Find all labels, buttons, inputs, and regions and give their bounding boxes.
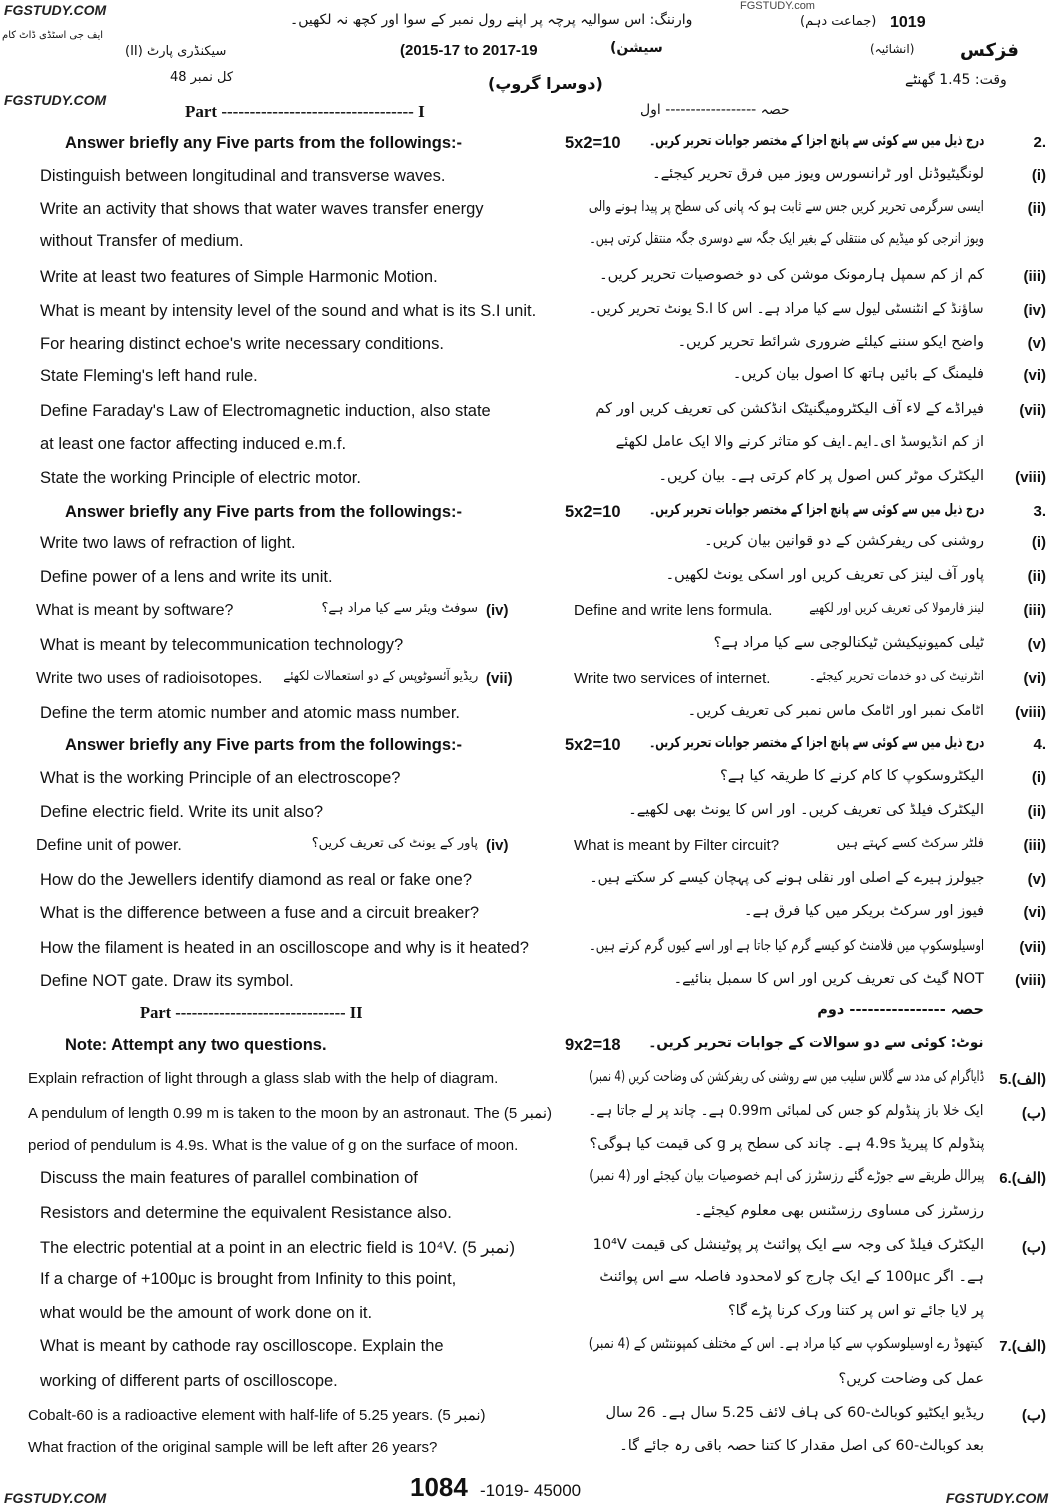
question-text-en: What is meant by software? <box>36 602 234 619</box>
question-text-ur: بعد کوبالٹ-60 کی اصل مقدار کا کتنا حصہ باقی رہ جائے گا۔ <box>619 1438 984 1454</box>
question-text-ur: ٹیلی کمیونیکیشن ٹیکنالوجی سے کیا مراد ہے؟ <box>713 635 984 651</box>
question-row <box>0 465 1050 495</box>
question-row <box>0 1402 1050 1432</box>
question-row <box>0 765 1050 795</box>
question-text-en: Write an activity that shows that water waves transfer energy <box>40 200 484 218</box>
watermark: FGSTUDY.COM <box>4 2 107 18</box>
question-row <box>0 331 1050 361</box>
question-number: (viii) <box>1015 972 1046 989</box>
question-text-en: Resistors and determine the equivalent Resistance also. <box>40 1204 452 1222</box>
part-heading <box>0 999 1050 1029</box>
question-text-en: Write two services of internet. <box>574 670 771 687</box>
question-text-en: What is meant by cathode ray oscilloscope. Explain the <box>40 1337 444 1355</box>
question-number: 4. <box>1033 736 1046 753</box>
paper-type: (انشائیہ) <box>870 42 915 56</box>
question-text-ur: روشنی کی ریفرکشن کے دو قوانین بیان کریں۔ <box>704 533 984 549</box>
question-row <box>0 431 1050 461</box>
section-instruction <box>0 130 1050 160</box>
question-text-ur: لینز فارمولا کی تعریف کریں اور لکھیے <box>808 601 984 616</box>
question-text-en: If a charge of +100μc is brought from Infinity to this point, <box>40 1270 457 1288</box>
total-marks: کل نمبر 48 <box>170 70 234 85</box>
question-text-en: State Fleming's left hand rule. <box>40 367 258 385</box>
question-text-ur: پیرالل طریقے سے جوڑے گئے رزسٹرز کی اہم خصوصیات بیان کیجئے اور (4 نمبر) <box>588 1168 984 1184</box>
question-row <box>0 598 1050 628</box>
question-text-ur: فلٹر سرکٹ کسے کہتے ہیں <box>836 836 984 851</box>
question-number: (ii) <box>1027 568 1046 585</box>
class-label: (جماعت دہم) <box>800 14 877 29</box>
secondary-part: سیکنڈری پارٹ (II) <box>125 44 227 59</box>
question-number: (v) <box>1027 871 1046 888</box>
question-number: (ب) <box>1021 1239 1046 1256</box>
question-row <box>0 1300 1050 1330</box>
question-text-ur: واضح ایکو سننے کیلئے ضروری شرائط تحریر کریں۔ <box>677 334 984 350</box>
question-number: (iii) <box>1023 268 1046 285</box>
question-number: (ب) <box>1021 1407 1046 1424</box>
question-text-en: working of different parts of oscilloscope. <box>40 1372 338 1390</box>
question-text-ur: درج ذیل میں سے کوئی سے پانچ اجزا کے مختصر جوابات تحریر کریں۔ <box>648 735 984 751</box>
question-text-ur: اٹامک نمبر اور اٹامک ماس نمبر کی تعریف کریں۔ <box>687 703 984 719</box>
question-row <box>0 1165 1050 1195</box>
question-row <box>0 666 1050 696</box>
question-row <box>0 298 1050 328</box>
footer-code: -1019- 45000 <box>480 1481 582 1500</box>
marks-label: 5x2=10 <box>565 134 621 152</box>
question-text-en: Define unit of power. <box>36 837 182 854</box>
question-text-en: Define electric field. Write its unit also? <box>40 803 324 821</box>
question-number: 3. <box>1033 503 1046 520</box>
question-text-en: Write two uses of radioisotopes. <box>36 670 263 687</box>
question-row <box>0 900 1050 930</box>
question-text-ur: از کم انڈیوسڈ ای۔ایم۔ایف کو متاثر کرنے والا ایک عامل لکھئے <box>615 434 984 450</box>
time-allowed: وقت: 1.45 گھنٹے <box>905 72 1007 88</box>
session-years: (2015-17 to 2017-19 <box>400 42 538 59</box>
question-row <box>0 1066 1050 1096</box>
question-number: (viii) <box>1015 704 1046 721</box>
question-text-ur: فلیمنگ کے بائیں ہاتھ کا اصول بیان کریں۔ <box>732 366 984 382</box>
question-text-ur: نوٹ: کوئی سے دو سوالات کے جوابات تحریر کریں۔ <box>648 1035 984 1051</box>
question-text-ur: کم از کم سمپل ہارمونک موشن کی دو خصوصیات تحریر کریں۔ <box>599 267 984 283</box>
question-number: (ii) <box>1027 803 1046 820</box>
subject-title: فزکس <box>960 40 1019 61</box>
question-text-ur: درج ذیل میں سے کوئی سے پانچ اجزا کے مختصر جوابات تحریر کریں۔ <box>648 133 984 149</box>
question-row <box>0 363 1050 393</box>
question-number: (i) <box>1031 534 1046 551</box>
question-row <box>0 530 1050 560</box>
question-number: 5.(الف) <box>999 1071 1046 1088</box>
question-text-en: at least one factor affecting induced e.m.f. <box>40 435 347 453</box>
marks-label: 5x2=10 <box>565 503 621 521</box>
question-text-ur: سوفٹ ویئر سے کیا مراد ہے؟ <box>321 601 478 616</box>
question-text-ur: ریڈیو آئسوٹوپس کے دو استعمالات لکھئے <box>283 669 478 684</box>
question-row <box>0 1234 1050 1264</box>
question-text-ur: فیوز اور سرکٹ بریکر میں کیا فرق ہے۔ <box>743 903 984 919</box>
question-text-en: What is the working Principle of an electroscope? <box>40 769 401 787</box>
question-text-ur: ویوز انرجی کو میڈیم کی منتقلی کے بغیر ایک جگہ سے دوسری جگہ منتقل کرتی ہیں۔ <box>589 231 984 247</box>
question-text-en: What fraction of the original sample will be left after 26 years? <box>28 1439 438 1456</box>
question-number: 6.(الف) <box>999 1170 1046 1187</box>
question-text-en: Write two laws of refraction of light. <box>40 534 296 552</box>
question-text-en: period of pendulum is 4.9s. What is the value of g on the surface of moon. <box>28 1137 519 1154</box>
question-row <box>0 968 1050 998</box>
question-text-en: Part ------------------------------- II <box>140 1003 363 1022</box>
question-text-ur: حصہ ---------------- دوم <box>817 1002 984 1018</box>
question-text-en: For hearing distinct echoe's write necessary conditions. <box>40 335 444 353</box>
question-text-ur: فیراڈے کے لاء آف الیکٹرومیگنیٹک انڈکشن کی تعریف کریں اور کم <box>595 401 984 417</box>
question-row <box>0 196 1050 226</box>
question-number: (vii) <box>1019 402 1046 419</box>
question-row <box>0 163 1050 193</box>
question-text-ur: الیکٹرک موٹر کس اصول پر کام کرتی ہے۔ بیان کریں۔ <box>658 468 984 484</box>
question-row <box>0 833 1050 863</box>
question-text-en: Define Faraday's Law of Electromagnetic induction, also state <box>40 402 491 420</box>
question-number: (iv) <box>486 837 509 854</box>
question-number: (vii) <box>486 670 513 687</box>
question-text-ur: پاور آف لینز کی تعریف کریں اور اسکی یونٹ لکھیں۔ <box>665 567 984 583</box>
question-text-en: Write at least two features of Simple Harmonic Motion. <box>40 268 438 286</box>
question-text-en: Distinguish between longitudinal and transverse waves. <box>40 167 446 185</box>
question-text-en: Explain refraction of light through a glass slab with the help of diagram. <box>28 1070 499 1087</box>
question-text-en: Define the term atomic number and atomic mass number. <box>40 704 461 722</box>
question-text-en: Define and write lens formula. <box>574 602 773 619</box>
question-text-ur: ہے۔ اگر 100μc کے ایک چارج کو لامحدود فاصلہ سے اس پوائنٹ <box>599 1269 984 1285</box>
warning-note: وارننگ: اس سوالیہ پرچہ پر اپنے رول نمبر کے سوا اور کچھ نہ لکھیں۔ <box>290 12 693 28</box>
question-row <box>0 1100 1050 1130</box>
question-number: (v) <box>1027 335 1046 352</box>
question-row <box>0 1368 1050 1398</box>
question-row <box>0 1435 1050 1465</box>
section-instruction <box>0 1032 1050 1062</box>
question-number: (vi) <box>1023 367 1046 384</box>
question-text-en: Define power of a lens and write its unit. <box>40 568 333 586</box>
question-number: (vi) <box>1023 904 1046 921</box>
question-text-ur: جیولرز ہیرے کے اصلی اور نقلی ہونے کی پہچان کیسے کر سکتے ہیں۔ <box>589 870 984 886</box>
question-number: (vii) <box>1019 939 1046 956</box>
question-text-en: Answer briefly any Five parts from the followings:- <box>65 134 462 152</box>
marks-label: 5x2=10 <box>565 736 621 754</box>
question-row <box>0 867 1050 897</box>
question-text-en: A pendulum of length 0.99 m is taken to the moon by an astronaut. The (5 نمبر) <box>28 1105 553 1122</box>
question-number: 7.(الف) <box>999 1338 1046 1355</box>
question-row <box>0 1200 1050 1230</box>
question-number: (vi) <box>1023 670 1046 687</box>
question-number: (i) <box>1031 167 1046 184</box>
footer-code-big: 1084 <box>410 1472 468 1502</box>
question-text-ur: کیتھوڈ رے اوسیلوسکوپ سے کیا مراد ہے۔ اس کے مختلف کمپوننٹس کے (4 نمبر) <box>589 1336 984 1352</box>
question-number: (ii) <box>1027 200 1046 217</box>
question-text-ur: ایک خلا باز پنڈولم کو جس کی لمبائی 0.99m ہے۔ چاند پر لے جاتا ہے۔ <box>588 1103 984 1119</box>
question-text-en: Answer briefly any Five parts from the followings:- <box>65 736 462 754</box>
question-number: (viii) <box>1015 469 1046 486</box>
question-number: (v) <box>1027 636 1046 653</box>
question-text-en: Cobalt-60 is a radioactive element with half-life of 5.25 years. (5 نمبر) <box>28 1407 486 1424</box>
question-text-ur: پر لایا جائے تو اس پر کتنا ورک کرنا پڑے گا؟ <box>727 1303 984 1319</box>
section-instruction <box>0 499 1050 529</box>
question-row <box>0 700 1050 730</box>
watermark: FGSTUDY.COM <box>4 92 107 108</box>
watermark: FGSTUDY.COM <box>945 1490 1048 1506</box>
question-number: 2. <box>1033 134 1046 151</box>
question-text-en: What is meant by intensity level of the sound and what is its S.I unit. <box>40 302 537 320</box>
question-row <box>0 398 1050 428</box>
question-text-en: The electric potential at a point in an electric field is 10⁴V. (5 نمبر) <box>40 1239 515 1257</box>
question-text-en: What is meant by telecommunication technology? <box>40 636 404 654</box>
marks-label: 9x2=18 <box>565 1036 621 1054</box>
question-row <box>0 799 1050 829</box>
question-text-ur: اوسیلوسکوپ میں فلامنٹ کو کیسے گرم کیا جاتا ہے اور اسے کیوں گرم کرتے ہیں۔ <box>588 938 984 954</box>
question-text-ur: پاور کے یونٹ کی تعریف کریں؟ <box>311 836 478 851</box>
question-text-ur: NOT گیٹ کی تعریف کریں اور اس کا سمبل بنائیے۔ <box>673 971 984 987</box>
group-label: (دوسرا گروپ) <box>488 74 603 93</box>
question-text-en: Note: Attempt any two questions. <box>65 1036 327 1054</box>
question-text-ur: ساؤنڈ کے انٹنسٹی لیول سے کیا مراد ہے۔ اس کا S.I یونٹ تحریر کریں۔ <box>589 301 984 317</box>
watermark: FGSTUDY.COM <box>4 1490 107 1506</box>
question-text-ur: ریڈیو ایکٹیو کوبالٹ-60 کی ہاف لائف 5.25 سال ہے۔ 26 سال <box>605 1405 984 1421</box>
question-text-en: What is the difference between a fuse and a circuit breaker? <box>40 904 480 922</box>
question-row <box>0 1333 1050 1363</box>
question-text-en: What is meant by Filter circuit? <box>574 837 780 854</box>
question-text-en: State the working Principle of electric motor. <box>40 469 361 487</box>
urdu-site-watermark: ایف جی اسٹڈی ڈاٹ کام <box>2 30 104 41</box>
question-text-en: without Transfer of medium. <box>40 232 244 250</box>
question-text-ur: ڈایاگرام کی مدد سے گلاس سلیب میں سے روشنی کی ریفرکشن کی وضاحت کریں (4 نمبر) <box>588 1069 984 1085</box>
question-row <box>0 935 1050 965</box>
session-label: سیشن) <box>610 40 663 56</box>
question-row <box>0 1266 1050 1296</box>
question-text-ur: رزسٹرز کی مساوی رزسٹنس بھی معلوم کیجئے۔ <box>694 1203 984 1219</box>
question-text-ur: پنڈولم کا پیریڈ 4.9s ہے۔ چاند کی سطح پر g کی قیمت کیا ہوگی؟ <box>589 1136 984 1152</box>
question-text-ur: الیکٹرک فیلڈ کی تعریف کریں۔ اور اس کا یونٹ بھی لکھیے۔ <box>628 802 984 818</box>
question-text-en: Define NOT gate. Draw its symbol. <box>40 972 294 990</box>
question-row <box>0 264 1050 294</box>
question-text-ur: الیکٹروسکوپ کا کام کرنے کا طریقہ کیا ہے؟ <box>720 768 984 784</box>
question-row <box>0 1133 1050 1163</box>
question-number: (iv) <box>486 602 509 619</box>
question-number: (iii) <box>1023 837 1046 854</box>
question-row <box>0 564 1050 594</box>
question-number: (iv) <box>1023 302 1046 319</box>
question-number: (i) <box>1031 769 1046 786</box>
watermark: FGSTUDY.com <box>740 0 815 12</box>
paper-code: 1019 <box>890 14 926 31</box>
question-row <box>0 228 1050 258</box>
question-text-en: what would be the amount of work done on it. <box>40 1304 373 1322</box>
question-text-en: How do the Jewellers identify diamond as real or fake one? <box>40 871 472 889</box>
question-text-ur: الیکٹرک فیلڈ کی وجہ سے ایک پوائنٹ پر پوٹینشل کی قیمت 10⁴V <box>592 1237 984 1253</box>
question-text-ur: لونگیٹیوڈنل اور ٹرانسورس ویوز میں فرق تحریر کیجئے۔ <box>652 166 984 182</box>
question-number: (iii) <box>1023 602 1046 619</box>
part-one-heading-urdu: حصہ ------------------ اول <box>640 102 790 118</box>
question-text-ur: عمل کی وضاحت کریں؟ <box>838 1371 984 1387</box>
question-text-en: How the filament is heated in an oscilloscope and why is it heated? <box>40 939 529 957</box>
question-text-en: Answer briefly any Five parts from the followings:- <box>65 503 462 521</box>
section-instruction <box>0 732 1050 762</box>
question-number: (ب) <box>1021 1105 1046 1122</box>
question-row <box>0 632 1050 662</box>
question-text-ur: ایسی سرگرمی تحریر کریں جس سے ثابت ہو کہ پانی کی سطح پر پیدا ہونے والی <box>589 199 984 215</box>
question-text-ur: انٹرنیٹ کی دو خدمات تحریر کیجئے۔ <box>808 669 984 684</box>
question-text-en: Discuss the main features of parallel combination of <box>40 1169 418 1187</box>
part-one-heading: Part ---------------------------------- I <box>185 102 425 121</box>
question-text-ur: درج ذیل میں سے کوئی سے پانچ اجزا کے مختصر جوابات تحریر کریں۔ <box>648 502 984 518</box>
